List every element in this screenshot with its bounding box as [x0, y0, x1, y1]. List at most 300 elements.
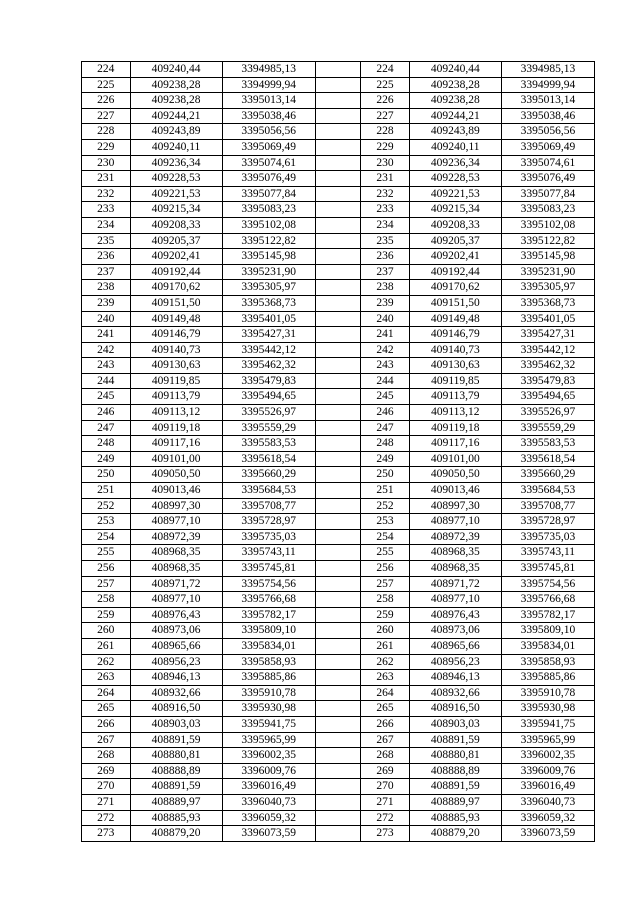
column-gap-cell	[315, 295, 361, 311]
right-y-coordinate-cell: 3396009,76	[501, 763, 594, 779]
right-y-coordinate-cell: 3395834,01	[501, 638, 594, 654]
right-y-coordinate-cell: 3395660,29	[501, 467, 594, 483]
right-point-number-cell: 260	[361, 623, 410, 639]
right-x-coordinate-cell: 409240,11	[409, 139, 501, 155]
right-point-number-cell: 233	[361, 202, 410, 218]
right-x-coordinate-cell: 409221,53	[409, 186, 501, 202]
column-gap-cell	[315, 654, 361, 670]
table-row	[82, 249, 595, 265]
left-y-coordinate-cell: 3395745,81	[222, 561, 315, 577]
column-gap-cell	[315, 826, 361, 842]
left-y-coordinate-cell: 3395618,54	[222, 451, 315, 467]
left-x-coordinate-cell: 408973,06	[130, 623, 222, 639]
column-gap-cell	[315, 155, 361, 171]
left-y-coordinate-cell: 3396073,59	[222, 826, 315, 842]
left-x-coordinate-cell: 408888,89	[130, 763, 222, 779]
left-y-coordinate-cell: 3395479,83	[222, 373, 315, 389]
column-gap-cell	[315, 93, 361, 109]
right-y-coordinate-cell: 3395074,61	[501, 155, 594, 171]
right-x-coordinate-cell: 409101,00	[409, 451, 501, 467]
right-point-number-cell: 256	[361, 561, 410, 577]
table-row	[82, 295, 595, 311]
right-x-coordinate-cell: 408891,59	[409, 732, 501, 748]
left-point-number-cell: 257	[82, 576, 131, 592]
left-x-coordinate-cell: 409221,53	[130, 186, 222, 202]
right-x-coordinate-cell: 409149,48	[409, 311, 501, 327]
right-y-coordinate-cell: 3395745,81	[501, 561, 594, 577]
left-x-coordinate-cell: 409192,44	[130, 264, 222, 280]
left-x-coordinate-cell: 408903,03	[130, 716, 222, 732]
right-y-coordinate-cell: 3395708,77	[501, 498, 594, 514]
left-x-coordinate-cell: 408965,66	[130, 638, 222, 654]
right-point-number-cell: 242	[361, 342, 410, 358]
right-point-number-cell: 269	[361, 763, 410, 779]
table-row	[82, 716, 595, 732]
left-point-number-cell: 232	[82, 186, 131, 202]
column-gap-cell	[315, 638, 361, 654]
right-y-coordinate-cell: 3395305,97	[501, 280, 594, 296]
left-point-number-cell: 252	[82, 498, 131, 514]
table-row	[82, 794, 595, 810]
left-point-number-cell: 242	[82, 342, 131, 358]
right-y-coordinate-cell: 3395754,56	[501, 576, 594, 592]
column-gap-cell	[315, 732, 361, 748]
right-x-coordinate-cell: 409215,34	[409, 202, 501, 218]
left-y-coordinate-cell: 3395122,82	[222, 233, 315, 249]
column-gap-cell	[315, 701, 361, 717]
right-x-coordinate-cell: 408916,50	[409, 701, 501, 717]
left-y-coordinate-cell: 3395038,46	[222, 108, 315, 124]
left-x-coordinate-cell: 409215,34	[130, 202, 222, 218]
right-x-coordinate-cell: 408889,97	[409, 794, 501, 810]
left-x-coordinate-cell: 408880,81	[130, 748, 222, 764]
right-y-coordinate-cell: 3395076,49	[501, 171, 594, 187]
left-y-coordinate-cell: 3395754,56	[222, 576, 315, 592]
right-point-number-cell: 239	[361, 295, 410, 311]
left-y-coordinate-cell: 3395965,99	[222, 732, 315, 748]
left-point-number-cell: 236	[82, 249, 131, 265]
left-x-coordinate-cell: 408968,35	[130, 545, 222, 561]
left-x-coordinate-cell: 408977,10	[130, 514, 222, 530]
column-gap-cell	[315, 794, 361, 810]
left-point-number-cell: 262	[82, 654, 131, 670]
left-x-coordinate-cell: 409205,37	[130, 233, 222, 249]
left-point-number-cell: 248	[82, 436, 131, 452]
right-y-coordinate-cell: 3395782,17	[501, 607, 594, 623]
right-y-coordinate-cell: 3395083,23	[501, 202, 594, 218]
right-x-coordinate-cell: 408891,59	[409, 779, 501, 795]
left-x-coordinate-cell: 409240,11	[130, 139, 222, 155]
table-row	[82, 311, 595, 327]
column-gap-cell	[315, 498, 361, 514]
column-gap-cell	[315, 576, 361, 592]
left-x-coordinate-cell: 409170,62	[130, 280, 222, 296]
right-point-number-cell: 225	[361, 77, 410, 93]
left-point-number-cell: 226	[82, 93, 131, 109]
left-x-coordinate-cell: 409130,63	[130, 358, 222, 374]
left-point-number-cell: 263	[82, 670, 131, 686]
left-x-coordinate-cell: 408916,50	[130, 701, 222, 717]
table-row	[82, 483, 595, 499]
table-row	[82, 685, 595, 701]
table-row	[82, 420, 595, 436]
right-point-number-cell: 234	[361, 217, 410, 233]
right-x-coordinate-cell: 409238,28	[409, 93, 501, 109]
column-gap-cell	[315, 358, 361, 374]
right-y-coordinate-cell: 3395013,14	[501, 93, 594, 109]
left-point-number-cell: 264	[82, 685, 131, 701]
column-gap-cell	[315, 779, 361, 795]
right-y-coordinate-cell: 3395442,12	[501, 342, 594, 358]
left-y-coordinate-cell: 3395368,73	[222, 295, 315, 311]
column-gap-cell	[315, 545, 361, 561]
right-y-coordinate-cell: 3395735,03	[501, 529, 594, 545]
table-row	[82, 592, 595, 608]
table-row	[82, 498, 595, 514]
table-row	[82, 155, 595, 171]
left-y-coordinate-cell: 3395462,32	[222, 358, 315, 374]
right-y-coordinate-cell: 3395910,78	[501, 685, 594, 701]
right-point-number-cell: 272	[361, 810, 410, 826]
table-row	[82, 186, 595, 202]
right-point-number-cell: 253	[361, 514, 410, 530]
table-row	[82, 467, 595, 483]
left-point-number-cell: 228	[82, 124, 131, 140]
right-x-coordinate-cell: 409208,33	[409, 217, 501, 233]
left-y-coordinate-cell: 3395056,56	[222, 124, 315, 140]
left-y-coordinate-cell: 3395076,49	[222, 171, 315, 187]
left-y-coordinate-cell: 3395013,14	[222, 93, 315, 109]
left-y-coordinate-cell: 3396002,35	[222, 748, 315, 764]
left-y-coordinate-cell: 3396059,32	[222, 810, 315, 826]
column-gap-cell	[315, 124, 361, 140]
left-point-number-cell: 255	[82, 545, 131, 561]
column-gap-cell	[315, 670, 361, 686]
table-row	[82, 576, 595, 592]
table-row	[82, 124, 595, 140]
left-y-coordinate-cell: 3396016,49	[222, 779, 315, 795]
column-gap-cell	[315, 264, 361, 280]
right-point-number-cell: 230	[361, 155, 410, 171]
table-row	[82, 358, 595, 374]
table-row	[82, 264, 595, 280]
column-gap-cell	[315, 514, 361, 530]
left-point-number-cell: 260	[82, 623, 131, 639]
table-row	[82, 342, 595, 358]
left-y-coordinate-cell: 3395559,29	[222, 420, 315, 436]
table-row	[82, 389, 595, 405]
left-point-number-cell: 250	[82, 467, 131, 483]
right-y-coordinate-cell: 3395479,83	[501, 373, 594, 389]
right-point-number-cell: 271	[361, 794, 410, 810]
right-y-coordinate-cell: 3395618,54	[501, 451, 594, 467]
left-point-number-cell: 254	[82, 529, 131, 545]
left-point-number-cell: 268	[82, 748, 131, 764]
table-row	[82, 327, 595, 343]
left-x-coordinate-cell: 408891,59	[130, 732, 222, 748]
left-x-coordinate-cell: 409140,73	[130, 342, 222, 358]
left-x-coordinate-cell: 409101,00	[130, 451, 222, 467]
column-gap-cell	[315, 451, 361, 467]
right-y-coordinate-cell: 3395145,98	[501, 249, 594, 265]
column-gap-cell	[315, 373, 361, 389]
left-point-number-cell: 225	[82, 77, 131, 93]
left-x-coordinate-cell: 408968,35	[130, 561, 222, 577]
right-x-coordinate-cell: 409243,89	[409, 124, 501, 140]
right-y-coordinate-cell: 3395231,90	[501, 264, 594, 280]
column-gap-cell	[315, 810, 361, 826]
right-x-coordinate-cell: 408976,43	[409, 607, 501, 623]
left-y-coordinate-cell: 3395885,86	[222, 670, 315, 686]
table-row	[82, 77, 595, 93]
right-point-number-cell: 236	[361, 249, 410, 265]
left-y-coordinate-cell: 3395305,97	[222, 280, 315, 296]
left-y-coordinate-cell: 3395930,98	[222, 701, 315, 717]
right-point-number-cell: 229	[361, 139, 410, 155]
left-y-coordinate-cell: 3395941,75	[222, 716, 315, 732]
right-x-coordinate-cell: 409236,34	[409, 155, 501, 171]
table-row	[82, 171, 595, 187]
left-x-coordinate-cell: 409146,79	[130, 327, 222, 343]
table-row	[82, 436, 595, 452]
right-x-coordinate-cell: 409240,44	[409, 62, 501, 78]
right-y-coordinate-cell: 3395728,97	[501, 514, 594, 530]
column-gap-cell	[315, 217, 361, 233]
left-point-number-cell: 246	[82, 405, 131, 421]
left-point-number-cell: 251	[82, 483, 131, 499]
left-point-number-cell: 249	[82, 451, 131, 467]
left-x-coordinate-cell: 409208,33	[130, 217, 222, 233]
table-row	[82, 93, 595, 109]
right-point-number-cell: 264	[361, 685, 410, 701]
left-point-number-cell: 243	[82, 358, 131, 374]
column-gap-cell	[315, 763, 361, 779]
left-x-coordinate-cell: 409151,50	[130, 295, 222, 311]
right-point-number-cell: 267	[361, 732, 410, 748]
column-gap-cell	[315, 716, 361, 732]
right-y-coordinate-cell: 3395038,46	[501, 108, 594, 124]
column-gap-cell	[315, 77, 361, 93]
right-point-number-cell: 227	[361, 108, 410, 124]
right-x-coordinate-cell: 408956,23	[409, 654, 501, 670]
table-row	[82, 139, 595, 155]
left-point-number-cell: 234	[82, 217, 131, 233]
right-x-coordinate-cell: 408880,81	[409, 748, 501, 764]
left-x-coordinate-cell: 408977,10	[130, 592, 222, 608]
right-y-coordinate-cell: 3395941,75	[501, 716, 594, 732]
table-row	[82, 779, 595, 795]
right-point-number-cell: 273	[361, 826, 410, 842]
left-y-coordinate-cell: 3395074,61	[222, 155, 315, 171]
column-gap-cell	[315, 139, 361, 155]
right-y-coordinate-cell: 3395583,53	[501, 436, 594, 452]
column-gap-cell	[315, 529, 361, 545]
right-point-number-cell: 258	[361, 592, 410, 608]
right-x-coordinate-cell: 408885,93	[409, 810, 501, 826]
right-x-coordinate-cell: 408888,89	[409, 763, 501, 779]
left-y-coordinate-cell: 3396009,76	[222, 763, 315, 779]
column-gap-cell	[315, 592, 361, 608]
right-point-number-cell: 228	[361, 124, 410, 140]
column-gap-cell	[315, 62, 361, 78]
left-point-number-cell: 231	[82, 171, 131, 187]
table-row	[82, 529, 595, 545]
left-x-coordinate-cell: 408976,43	[130, 607, 222, 623]
right-x-coordinate-cell: 408972,39	[409, 529, 501, 545]
table-row	[82, 763, 595, 779]
right-point-number-cell: 243	[361, 358, 410, 374]
right-x-coordinate-cell: 409113,12	[409, 405, 501, 421]
right-y-coordinate-cell: 3395427,31	[501, 327, 594, 343]
right-point-number-cell: 245	[361, 389, 410, 405]
left-point-number-cell: 261	[82, 638, 131, 654]
table-row	[82, 748, 595, 764]
left-y-coordinate-cell: 3395077,84	[222, 186, 315, 202]
column-gap-cell	[315, 342, 361, 358]
left-point-number-cell: 273	[82, 826, 131, 842]
right-y-coordinate-cell: 3395684,53	[501, 483, 594, 499]
column-gap-cell	[315, 467, 361, 483]
right-x-coordinate-cell: 409140,73	[409, 342, 501, 358]
table-row	[82, 233, 595, 249]
left-y-coordinate-cell: 3395231,90	[222, 264, 315, 280]
right-point-number-cell: 240	[361, 311, 410, 327]
right-x-coordinate-cell: 409228,53	[409, 171, 501, 187]
right-y-coordinate-cell: 3395526,97	[501, 405, 594, 421]
left-y-coordinate-cell: 3395401,05	[222, 311, 315, 327]
left-point-number-cell: 227	[82, 108, 131, 124]
left-y-coordinate-cell: 3395834,01	[222, 638, 315, 654]
left-point-number-cell: 235	[82, 233, 131, 249]
left-y-coordinate-cell: 3395526,97	[222, 405, 315, 421]
column-gap-cell	[315, 186, 361, 202]
left-point-number-cell: 230	[82, 155, 131, 171]
table-row	[82, 810, 595, 826]
right-point-number-cell: 244	[361, 373, 410, 389]
left-x-coordinate-cell: 408932,66	[130, 685, 222, 701]
right-point-number-cell: 250	[361, 467, 410, 483]
table-row	[82, 638, 595, 654]
right-point-number-cell: 266	[361, 716, 410, 732]
left-x-coordinate-cell: 408885,93	[130, 810, 222, 826]
right-x-coordinate-cell: 408968,35	[409, 561, 501, 577]
right-y-coordinate-cell: 3395559,29	[501, 420, 594, 436]
right-y-coordinate-cell: 3395368,73	[501, 295, 594, 311]
right-point-number-cell: 270	[361, 779, 410, 795]
table-row	[82, 217, 595, 233]
table-row	[82, 623, 595, 639]
table-row	[82, 373, 595, 389]
left-y-coordinate-cell: 3395708,77	[222, 498, 315, 514]
left-point-number-cell: 253	[82, 514, 131, 530]
right-y-coordinate-cell: 3395494,65	[501, 389, 594, 405]
left-point-number-cell: 224	[82, 62, 131, 78]
table-row	[82, 654, 595, 670]
right-point-number-cell: 226	[361, 93, 410, 109]
right-point-number-cell: 232	[361, 186, 410, 202]
table-row	[82, 62, 595, 78]
column-gap-cell	[315, 389, 361, 405]
right-x-coordinate-cell: 409151,50	[409, 295, 501, 311]
left-x-coordinate-cell: 408891,59	[130, 779, 222, 795]
left-point-number-cell: 238	[82, 280, 131, 296]
left-y-coordinate-cell: 3395735,03	[222, 529, 315, 545]
column-gap-cell	[315, 233, 361, 249]
right-point-number-cell: 224	[361, 62, 410, 78]
left-point-number-cell: 271	[82, 794, 131, 810]
left-point-number-cell: 233	[82, 202, 131, 218]
right-y-coordinate-cell: 3395965,99	[501, 732, 594, 748]
left-y-coordinate-cell: 3395145,98	[222, 249, 315, 265]
right-y-coordinate-cell: 3396040,73	[501, 794, 594, 810]
column-gap-cell	[315, 249, 361, 265]
left-point-number-cell: 245	[82, 389, 131, 405]
right-x-coordinate-cell: 409192,44	[409, 264, 501, 280]
right-x-coordinate-cell: 409050,50	[409, 467, 501, 483]
right-point-number-cell: 262	[361, 654, 410, 670]
right-point-number-cell: 237	[361, 264, 410, 280]
right-y-coordinate-cell: 3394985,13	[501, 62, 594, 78]
right-point-number-cell: 248	[361, 436, 410, 452]
left-x-coordinate-cell: 408997,30	[130, 498, 222, 514]
right-y-coordinate-cell: 3395858,93	[501, 654, 594, 670]
left-x-coordinate-cell: 409119,18	[130, 420, 222, 436]
table-row	[82, 545, 595, 561]
right-x-coordinate-cell: 408968,35	[409, 545, 501, 561]
right-y-coordinate-cell: 3396016,49	[501, 779, 594, 795]
left-x-coordinate-cell: 409228,53	[130, 171, 222, 187]
right-point-number-cell: 231	[361, 171, 410, 187]
column-gap-cell	[315, 561, 361, 577]
right-point-number-cell: 263	[361, 670, 410, 686]
table-row	[82, 108, 595, 124]
left-point-number-cell: 258	[82, 592, 131, 608]
table-row	[82, 670, 595, 686]
right-point-number-cell: 261	[361, 638, 410, 654]
right-y-coordinate-cell: 3395462,32	[501, 358, 594, 374]
left-x-coordinate-cell: 408889,97	[130, 794, 222, 810]
column-gap-cell	[315, 171, 361, 187]
right-x-coordinate-cell: 409146,79	[409, 327, 501, 343]
column-gap-cell	[315, 202, 361, 218]
right-x-coordinate-cell: 409013,46	[409, 483, 501, 499]
left-x-coordinate-cell: 409119,85	[130, 373, 222, 389]
right-y-coordinate-cell: 3396002,35	[501, 748, 594, 764]
right-y-coordinate-cell: 3395766,68	[501, 592, 594, 608]
column-gap-cell	[315, 685, 361, 701]
left-point-number-cell: 272	[82, 810, 131, 826]
table-row	[82, 514, 595, 530]
left-y-coordinate-cell: 3394985,13	[222, 62, 315, 78]
right-x-coordinate-cell: 408932,66	[409, 685, 501, 701]
left-x-coordinate-cell: 409238,28	[130, 77, 222, 93]
left-x-coordinate-cell: 409013,46	[130, 483, 222, 499]
left-y-coordinate-cell: 3395069,49	[222, 139, 315, 155]
right-y-coordinate-cell: 3395102,08	[501, 217, 594, 233]
right-point-number-cell: 238	[361, 280, 410, 296]
left-x-coordinate-cell: 409236,34	[130, 155, 222, 171]
left-y-coordinate-cell: 3395684,53	[222, 483, 315, 499]
left-x-coordinate-cell: 408972,39	[130, 529, 222, 545]
right-x-coordinate-cell: 409170,62	[409, 280, 501, 296]
left-x-coordinate-cell: 409113,79	[130, 389, 222, 405]
right-point-number-cell: 268	[361, 748, 410, 764]
column-gap-cell	[315, 311, 361, 327]
right-x-coordinate-cell: 409202,41	[409, 249, 501, 265]
table-row	[82, 280, 595, 296]
left-x-coordinate-cell: 409149,48	[130, 311, 222, 327]
column-gap-cell	[315, 483, 361, 499]
